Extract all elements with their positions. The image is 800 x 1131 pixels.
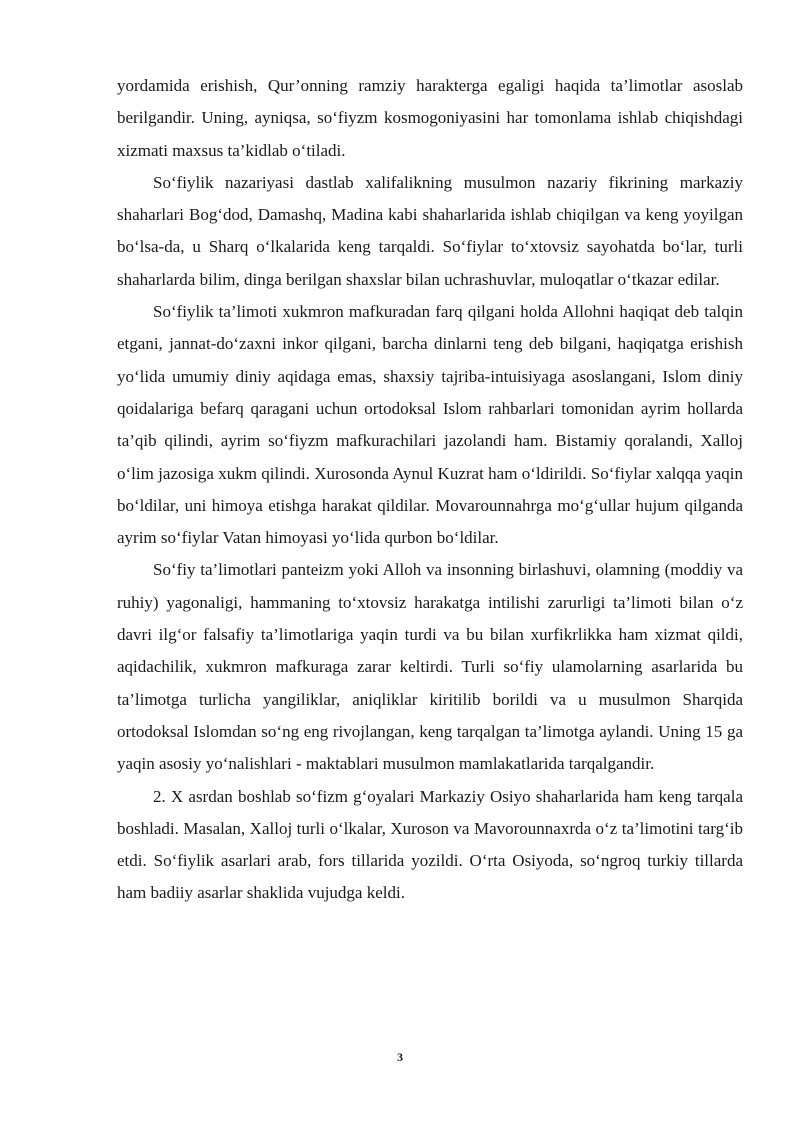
paragraph-continuation: yordamida erishish, Qur’onning ramziy harakterga egaligi haqida ta’limotlar asoslab berilgandir. Uning, ayniqsa, so‘fiyzm kosmogoniyasini har tomonlama ishlab chiqishdagi xizmati maxsus ta’kidlab o‘tiladi. (117, 76, 743, 160)
paragraph-central-asia: 2. X asrdan boshlab so‘fizm g‘oyalari Markaziy Osiyo shaharlarida ham keng tarqala boshladi. Masalan, Xalloj turli o‘lkalar, Xuroson va Mavorounnaxrda o‘z ta’limotini targ‘ib etdi. So‘fiylik asarlari arab, fors tillarida yozildi. O‘rta Osiyoda, so‘ngroq turkiy tillarda ham badiiy asarlar shaklida vujudga keldi. (117, 786, 743, 903)
page-number: 3 (397, 1050, 403, 1064)
document-body (117, 70, 743, 910)
paragraph-sufism-spread: So‘fiylik nazariyasi dastlab xalifalikning musulmon nazariy fikrining markaziy shaharlari Bog‘dod, Damashq, Madina kabi shaharlarida ishlab chiqilgan va keng yoyilgan bo‘lsa-da, u Sharq o‘lkalarida keng tarqaldi. So‘fiylar to‘xtovsiz sayohatda bo‘lar, turli shaharlarda bilim, dinga berilgan shaxslar bilan uchrashuvlar, muloqatlar o‘tkazar edilar. (117, 172, 743, 289)
paragraph-sufism-persecution: So‘fiylik ta’limoti xukmron mafkuradan farq qilgani holda Allohni haqiqat deb talqin etgani, jannat-do‘zaxni inkor qilgani, barcha dinlarni teng deb bilgani, haqiqatga erishish yo‘lida umumiy diniy aqidaga emas, shaxsiy tajriba-intuisiyaga asoslangani, Islom diniy qoidalariga befarq qaragani uchun ortodoksal Islom rahbarlari tomonidan ayrim hollarda ta’qib qilindi, ayrim so‘fiyzm mafkurachilari jazolandi ham. Bistamiy qoralandi, Xalloj o‘lim jazosiga xukm qilindi. Xurosonda Aynul Kuzrat ham o‘ldirildi. So‘fiylar xalqqa yaqin bo‘ldilar, uni himoya etishga harakat qildilar. Movarounnahrga mo‘g‘ullar hujum qilganda ayrim so‘fiylar Vatan himoyasi yo‘lida qurbon bo‘ldilar. (117, 302, 743, 548)
paragraph-sufism-teachings: So‘fiy ta’limotlari panteizm yoki Alloh va insonning birlashuvi, olamning (moddiy va ruhiy) yagonaligi, hammaning to‘xtovsiz harakatga intilishi zarurligi ta’limoti bilan o‘z davri ilg‘or falsafiy ta’limotlariga yaqin turdi va bu bilan xurfikrlikka ham xizmat qildi, aqidachilik, xukmron mafkuraga zarar keltirdi. Turli so‘fiy ulamolarning asarlarida bu ta’limotga turlicha yangiliklar, aniqliklar kiritilib borildi va u musulmon Sharqida ortodoksal Islomdan so‘ng eng rivojlangan, keng tarqalgan ta’limotga aylandi. Uning 15 ga yaqin asosiy yo‘nalishlari - maktablari musulmon mamlakatlarida tarqalgandir. (117, 560, 743, 774)
